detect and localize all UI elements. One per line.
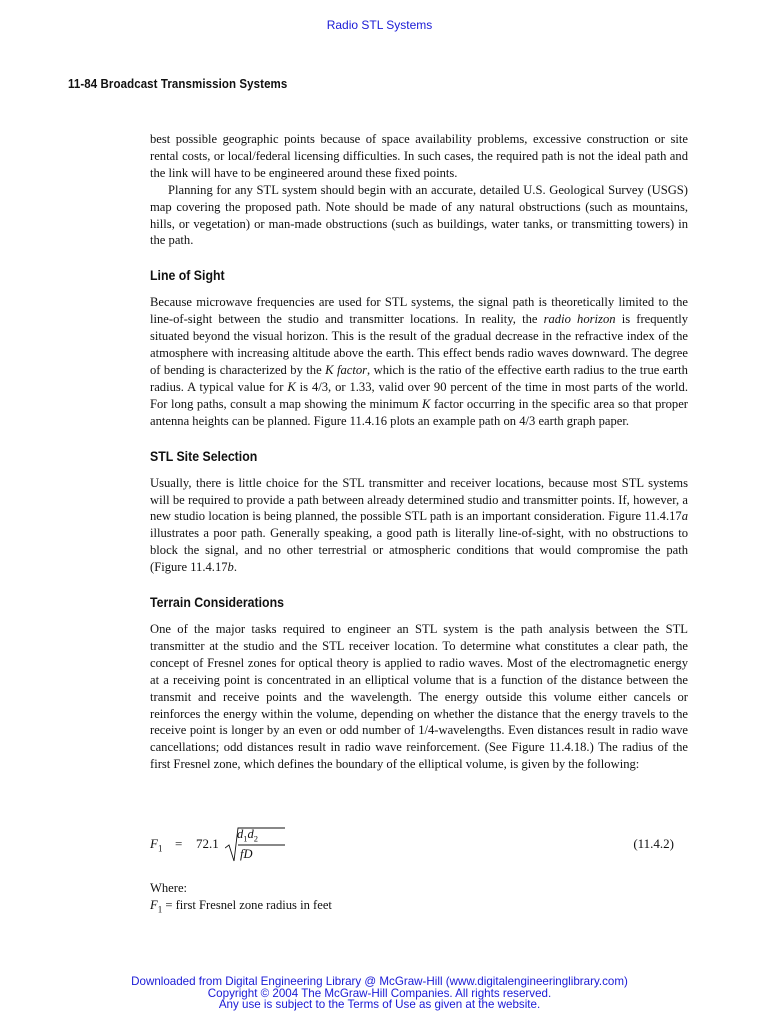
running-head: 11-84 Broadcast Transmission Systems (68, 77, 288, 91)
fresnel-equation (150, 826, 688, 866)
footer-copyright-line[interactable]: Copyright © 2004 The McGraw-Hill Companies. All rights reserved. (207, 986, 552, 1000)
where-block (150, 880, 688, 919)
footer-notice[interactable] (0, 976, 759, 1011)
paragraph-site-selection: Usually, there is little choice for the STL transmitter and receiver locations, because most STL systems will be required to provide a path between already determined studio and transmitter points. If, however, a new studio location is being planned, the possible STL path is an important consideration. Figure 11.4.17a illustrates a poor path. Generally speaking, a good path is literally line-of-sight, with no obstructions to block the signal, and no other terrestrial or atmospheric conditions that would compromise the path (Figure 11.4.17b. (150, 475, 688, 575)
equation-equals: = (175, 836, 183, 851)
equation-coefficient: 72.1 (196, 836, 219, 851)
square-root-sign (225, 826, 297, 864)
footer-terms-line[interactable]: Any use is subject to the Terms of Use as given at the website. (218, 998, 541, 1012)
footer-download-line[interactable]: Downloaded from Digital Engineering Library @ McGraw-Hill (www.digitalengineeringlibrary.com) (131, 975, 628, 988)
heading-site-selection: STL Site Selection (150, 447, 258, 464)
paragraph-line-of-sight: Because microwave frequencies are used for STL systems, the signal path is theoretically limited to the line-of-sight between the studio and transmitter locations. In reality, the radio horizon is frequently situated beyond the visual horizon. This is the result of the gradual decrease in the refractive index of the atmosphere with increasing altitude above the earth. This effect bends radio waves downward. The degree of bending is characterized by the K factor, which is the ratio of the effective earth radius to the true earth radius. A typical value for K is 4/3, or 1.33, valid over 90 percent of the time in most parts of the world. For long paths, consult a map showing the minimum K factor occurring in the specific area so that proper antenna heights can be planned. Figure 11.4.16 plots an example path on 4/3 earth graph paper. (150, 295, 688, 428)
chapter-title-link[interactable]: Radio STL Systems (326, 18, 433, 32)
equation-lhs: $F_1$ (150, 836, 163, 854)
equation-denominator: fD (240, 847, 253, 861)
heading-line-of-sight: Line of Sight (150, 267, 225, 284)
heading-terrain-considerations: Terrain Considerations (150, 594, 284, 611)
equation-numerator: $d_1d_2$ (237, 827, 258, 844)
where-definition: $F_1$ = first Fresnel zone radius in feet (150, 898, 332, 915)
where-label: Where: (150, 881, 188, 895)
paragraph-planning: Planning for any STL system should begin with an accurate, detailed U.S. Geological Survey (USGS) map covering the proposed path. Note should be made of any natural obstructions (such as mountains, hills, or vegetation) or man-made obstructions (such as buildings, water tanks, or transmitting towers) in the path. (150, 182, 688, 248)
main-text (150, 131, 688, 773)
equation-number: (11.4.2) (633, 836, 674, 851)
paragraph-continued: best possible geographic points because of space availability problems, excessive construction or site rental costs, or local/federal licensing difficulties. In such cases, the required path is not the ideal path and the link will have to be engineered around these fixed points. (150, 132, 688, 180)
paragraph-terrain: One of the major tasks required to engineer an STL system is the path analysis between the STL transmitter at the studio and the STL receiver location. To determine what constitutes a clear path, the concept of Fresnel zones for optical theory is applied to radio waves. Most of the electromagnetic energy at a receiving point is concentrated in an elliptical volume that is a function of the distance between the transmit and receive points and the wavelength. The energy outside this volume either cancels or reinforces the energy within the volume, depending on whether the distance that the energy travels to the receive point is longer by an even or odd number of 1/4-wavelengths. Even distances result in radio wave cancellations; odd distances result in radio wave reinforcement. (See Figure 11.4.18.) The radius of the first Fresnel zone, which defines the boundary of the elliptical volume, is given by the following: (150, 622, 688, 772)
